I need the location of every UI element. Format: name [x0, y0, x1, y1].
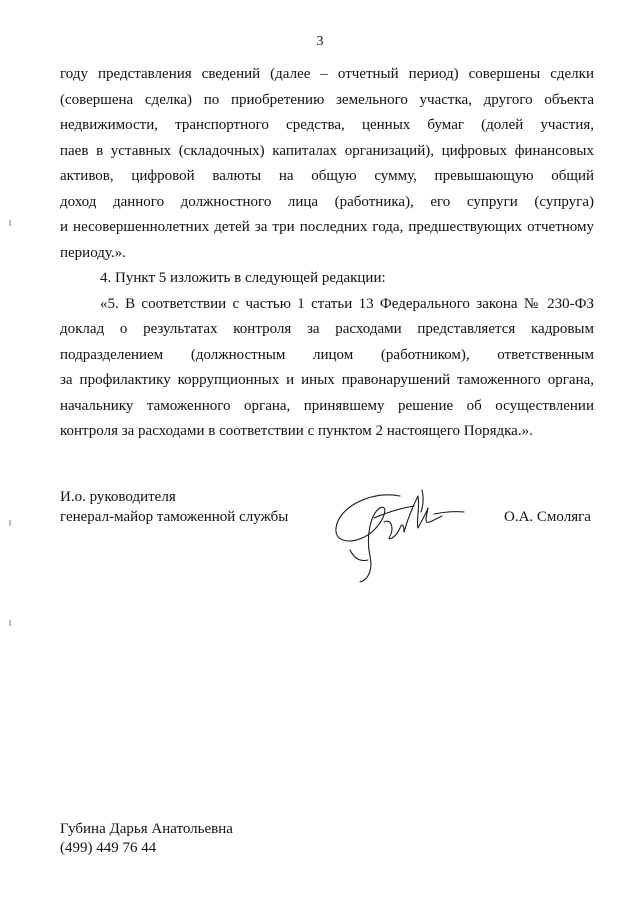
body-line: и несовершеннолетних детей за три последних года, предшествующих отчетному [60, 219, 594, 235]
body-line: «5. В соответствии с частью 1 статьи 13 Федерального закона № 230-ФЗ [100, 295, 594, 312]
signatory-rank-line: генерал-майор таможенной службы [60, 509, 289, 525]
body-line: периоду.». [60, 244, 126, 261]
page-number: 3 [316, 34, 324, 49]
body-text [60, 62, 594, 445]
body-line: недвижимости, транспортного средства, ценных бумаг (долей участия, [60, 117, 594, 133]
signatory-title [60, 487, 288, 527]
executor-contact [60, 820, 233, 858]
scan-artifact [9, 220, 11, 226]
body-line: доход данного должностного лица (работника), его супруги (супруга) [60, 193, 594, 210]
handwritten-signature [330, 478, 470, 588]
body-line: паев в уставных (складочных) капиталах организаций), цифровых финансовых [60, 142, 594, 159]
executor-name: Губина Дарья Анатольевна [60, 821, 233, 837]
item-heading: 4. Пункт 5 изложить в следующей редакции: [100, 270, 386, 286]
body-line: за профилактику коррупционных и иных правонарушений таможенного органа, [60, 372, 594, 388]
signatory-title-line: И.о. руководителя [60, 489, 176, 505]
body-line: активов, цифровой валюты на общую сумму, превышающую общий [60, 168, 594, 184]
body-line: начальнику таможенного органа, принявшему решение об осуществлении [60, 397, 594, 414]
body-line: (совершена сделка) по приобретению земельного участка, другого объекта [60, 91, 594, 108]
executor-phone: (499) 449 76 44 [60, 840, 157, 856]
scan-artifact [9, 520, 11, 526]
signatory-name: О.А. Смоляга [504, 509, 591, 525]
body-line: доклад о результатах контроля за расходами представляется кадровым [60, 321, 594, 337]
scan-artifact [9, 620, 11, 626]
body-line: подразделением (должностным лицом (работником), ответственным [60, 346, 594, 363]
body-line: году представления сведений (далее – отчетный период) совершены сделки [60, 66, 594, 82]
body-line: контроля за расходами в соответствии с пунктом 2 настоящего Порядка.». [60, 423, 533, 439]
